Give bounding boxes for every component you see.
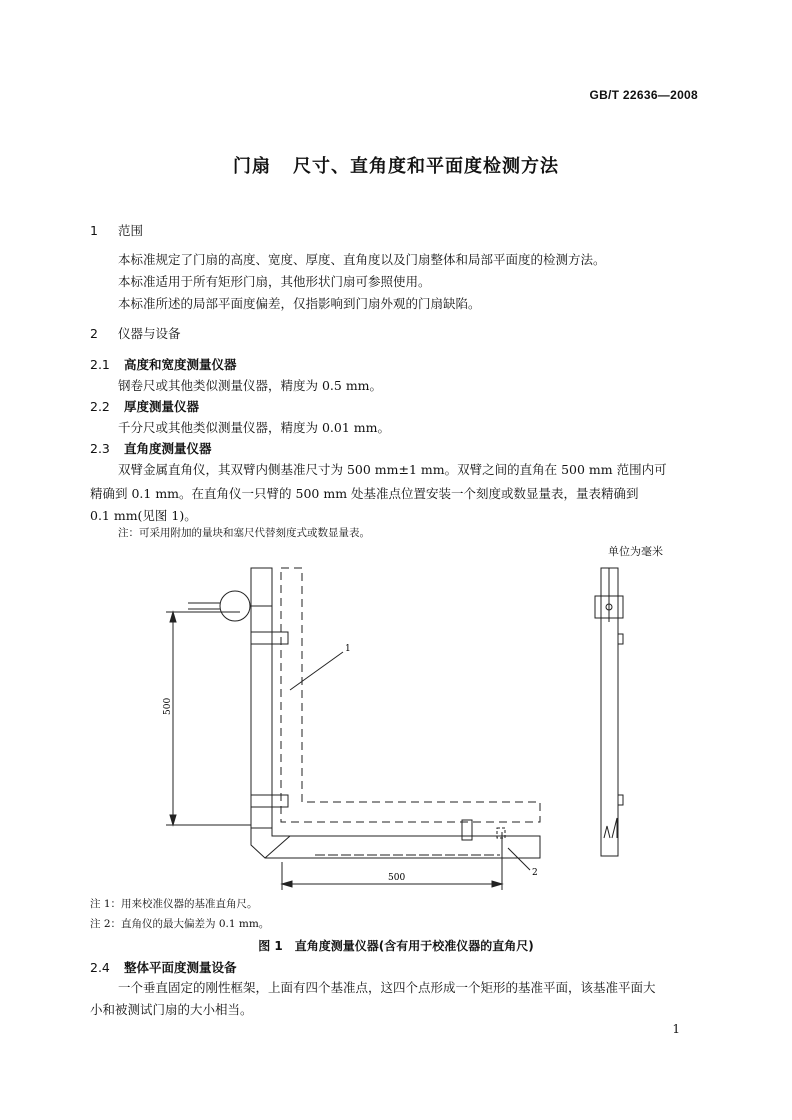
section-title: 直角度测量仪器	[124, 441, 212, 456]
section-1-paragraph-1: 本标准规定了门扇的高度、宽度、厚度、直角度以及门扇整体和局部平面度的检测方法。	[118, 252, 606, 267]
reference-square-outline	[281, 568, 540, 822]
section-2-4-heading	[90, 958, 237, 976]
section-2-3-line-2: 精确到 0.1 mm。在直角仪一只臂的 500 mm 处基准点位置安装一个刻度或数显量表，量表精确到	[90, 486, 639, 501]
section-number: 2.2	[90, 399, 110, 414]
figure-note-1: 注 1：用来校准仪器的基准直角尺。	[90, 898, 258, 910]
section-2-3-line-1: 双臂金属直角仪，其双臂内侧基准尺寸为 500 mm±1 mm。双臂之间的直角在 500 mm 范围内可	[118, 462, 667, 477]
section-2-3-note: 注：可采用附加的量块和塞尺代替刻度式或数显量表。	[118, 527, 370, 539]
callout-1: 1	[345, 644, 351, 654]
vertical-arm	[251, 568, 272, 828]
section-2-4-line-2: 小和被测试门扇的大小相当。	[90, 1002, 253, 1017]
section-2-1-body: 钢卷尺或其他类似测量仪器，精度为 0.5 mm。	[118, 378, 383, 393]
section-number: 2.1	[90, 357, 110, 372]
dimension-vertical-label: 500	[163, 697, 173, 715]
section-title: 范围	[118, 223, 144, 238]
callout-2: 2	[532, 868, 538, 878]
section-1-paragraph-3: 本标准所述的局部平面度偏差，仅指影响到门扇外观的门扇缺陷。	[118, 296, 481, 311]
figure-unit-label: 单位为毫米	[608, 545, 663, 558]
standard-code: GB/T 22636—2008	[589, 88, 698, 102]
title-part-1: 门扇	[233, 156, 271, 177]
section-title: 厚度测量仪器	[124, 399, 200, 414]
figure-note-2: 注 2：直角仪的最大偏差为 0.1 mm。	[90, 918, 270, 930]
section-2-4-line-1: 一个垂直固定的刚性框架，上面有四个基准点，这四个点形成一个矩形的基准平面，该基准平面大	[118, 980, 656, 995]
dimension-horizontal-label: 500	[388, 873, 406, 883]
section-1-paragraph-2: 本标准适用于所有矩形门扇，其他形状门扇可参照使用。	[118, 274, 431, 289]
section-number: 2.3	[90, 441, 110, 456]
section-2-2-body: 千分尺或其他类似测量仪器，精度为 0.01 mm。	[118, 420, 390, 435]
figure-caption: 图 1 直角度测量仪器(含有用于校准仪器的直角尺)	[258, 939, 534, 953]
section-number: 2.4	[90, 960, 110, 975]
clamp-upper	[251, 632, 288, 644]
section-2-3-line-3: 0.1 mm(见图 1)。	[90, 508, 197, 523]
section-number: 2	[90, 326, 98, 341]
gauge-block-left	[462, 820, 472, 840]
dial-gauge-icon	[220, 591, 250, 621]
clamp-lower	[251, 795, 288, 807]
section-title: 高度和宽度测量仪器	[124, 357, 237, 372]
section-title: 整体平面度测量设备	[124, 960, 237, 975]
section-number: 1	[90, 223, 98, 238]
section-title: 仪器与设备	[118, 326, 181, 341]
title-part-2: 尺寸、直角度和平面度检测方法	[293, 156, 559, 177]
page-number: 1	[672, 1022, 680, 1036]
